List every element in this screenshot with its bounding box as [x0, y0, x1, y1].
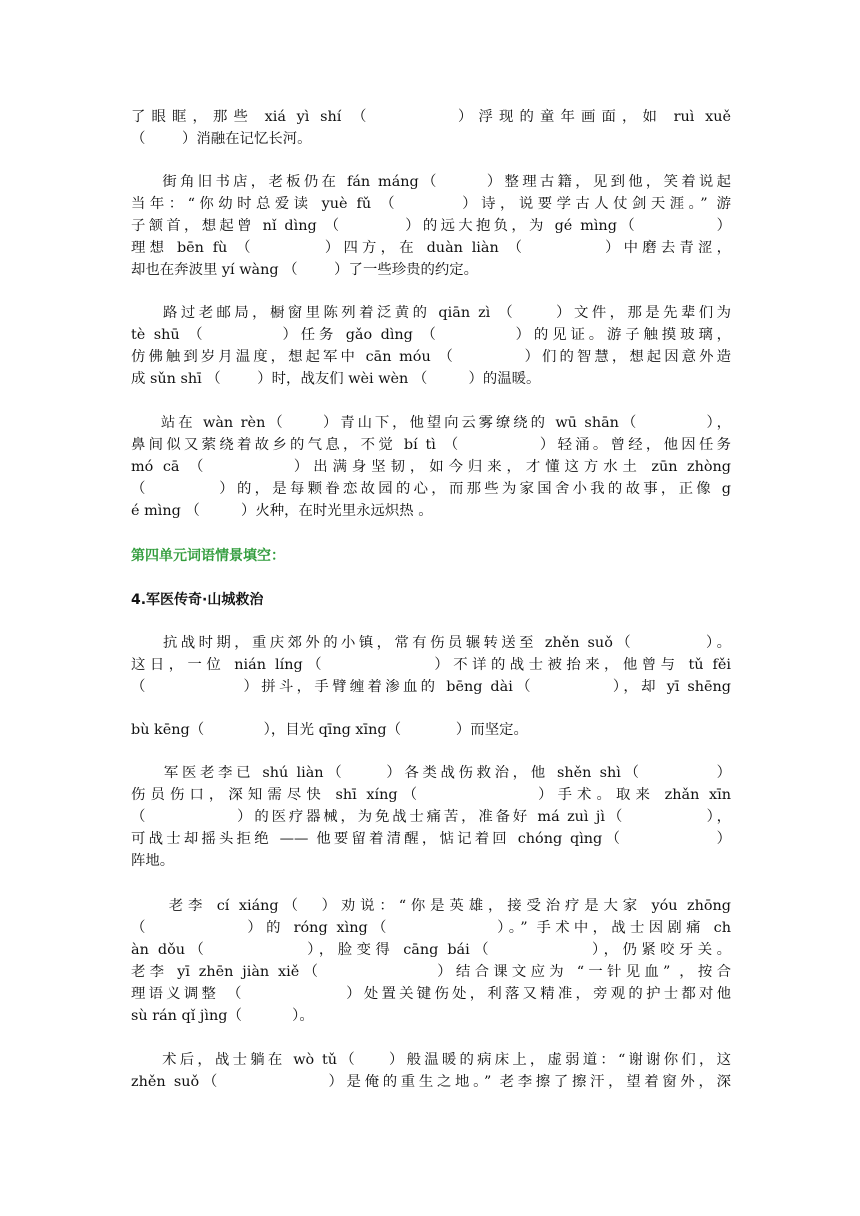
- paragraph-line: 抗战时期，重庆郊外的小镇，常有伤员辗转送至 zhěn suǒ（ ）。: [131, 635, 731, 651]
- paragraph-line: （ ）的，是每颗眷恋故园的心，而那些为家国舍小我的故事，正像 g: [131, 481, 731, 497]
- paragraph-line: 子颔首，想起曾 nǐ dìng （ ）的远大抱负，为 gé mìng（ ）: [131, 218, 731, 234]
- paragraph-line: 老李 cí xiáng（ ）劝说：“你是英雄，接受治疗是大家 yóu zhōng: [131, 898, 731, 914]
- paragraph-line: tè shū （ ）任务 gǎo dìng （ ）的见证。游子触摸玻璃，: [131, 327, 731, 343]
- paragraph-line: sù rán qǐ jìng（ ）。: [131, 1008, 314, 1024]
- paragraph-line: 站在 wàn rèn（ ）青山下，他望向云雾缭绕的 wū shān（ ），: [131, 415, 731, 431]
- paragraph-line: bù kēng（ ），目光 qīng xīng（ ）而坚定。: [131, 722, 528, 738]
- paragraph-line: 鼻间似又萦绕着故乡的气息，不觉 bí tì （ ）轻涌。曾经，他因任务: [131, 437, 731, 453]
- paragraph-line: （ ）拼斗，手臂缠着渗血的 bēng dài（ ），却 yī shēng: [131, 679, 731, 695]
- paragraph-line: 路过老邮局，橱窗里陈列着泛黄的 qiān zì （ ）文件，那是先辈们为: [131, 305, 731, 321]
- paragraph-line: 理想 bēn fù （ ）四方，在 duàn liàn （ ）中磨去青涩，: [131, 240, 731, 256]
- paragraph-line: 老李 yī zhēn jiàn xiě（ ）结合课文应为 “一针见血” ，按合: [131, 964, 731, 980]
- paragraph-line: 成 sǔn shī （ ）时，战友们 wèi wèn （ ）的温暖。: [131, 371, 541, 387]
- section-heading: 第四单元词语情景填空：: [131, 548, 285, 564]
- paragraph-line: 可战士却摇头拒绝 —— 他要留着清醒，惦记着回 chóng qìng（ ）: [131, 831, 731, 847]
- paragraph-line: 阵地。: [131, 853, 175, 869]
- paragraph-line: àn dǒu（ ），脸变得 cāng bái（ ），仍紧咬牙关。: [131, 942, 731, 958]
- paragraph-line: 当年：“你幼时总爱读 yuè fǔ （ ）诗，说要学古人仗剑天涯。” 游: [131, 196, 731, 212]
- paragraph-line: mó cā （ ）出满身坚韧，如今归来，才懂这方水土 zūn zhòng: [131, 459, 731, 475]
- story-title: 4.军医传奇·山城救治: [131, 592, 264, 608]
- paragraph-line: 街角旧书店，老板仍在 fán máng（ ）整理古籍，见到他，笑着说起: [131, 174, 731, 190]
- paragraph-line: é mìng （ ）火种，在时光里永远炽热 。: [131, 503, 433, 519]
- paragraph-line: （ ）的 róng xìng（ ）。” 手术中，战士因剧痛 ch: [131, 920, 731, 936]
- paragraph-line: 了眼眶，那些 xiá yì shí （ ）浮现的童年画面，如 ruì xuě: [131, 109, 731, 125]
- paragraph-line: 术后，战士躺在 wò tǔ（ ）般温暖的病床上，虚弱道：“谢谢你们，这: [131, 1052, 731, 1068]
- paragraph-line: 伤员伤口，深知需尽快 shī xíng（ ）手术。取来 zhǎn xīn: [131, 787, 731, 803]
- paragraph-line: 却也在奔波里 yí wàng （ ）了一些珍贵的约定。: [131, 262, 479, 278]
- paragraph-line: （ ）的医疗器械，为免战士痛苦，准备好 má zuì jì（ ），: [131, 809, 731, 825]
- paragraph-line: 仿佛触到岁月温度，想起军中 cān móu （ ）们的智慧，想起因意外造: [131, 349, 731, 365]
- paragraph-line: zhěn suǒ（ ）是俺的重生之地。” 老李擦了擦汗，望着窗外，深: [131, 1074, 731, 1090]
- paragraph-line: 理语义调整 （ ）处置关键伤处，利落又精准，旁观的护士都对他: [131, 986, 731, 1002]
- paragraph-line: 军医老李已 shú liàn（ ）各类战伤救治，他 shěn shì（ ）: [131, 765, 731, 781]
- paragraph-line: 这日，一位 nián líng（ ）不详的战士被抬来，他曾与 tǔ fěi: [131, 657, 731, 673]
- paragraph-line: （ ）消融在记忆长河。: [131, 131, 312, 147]
